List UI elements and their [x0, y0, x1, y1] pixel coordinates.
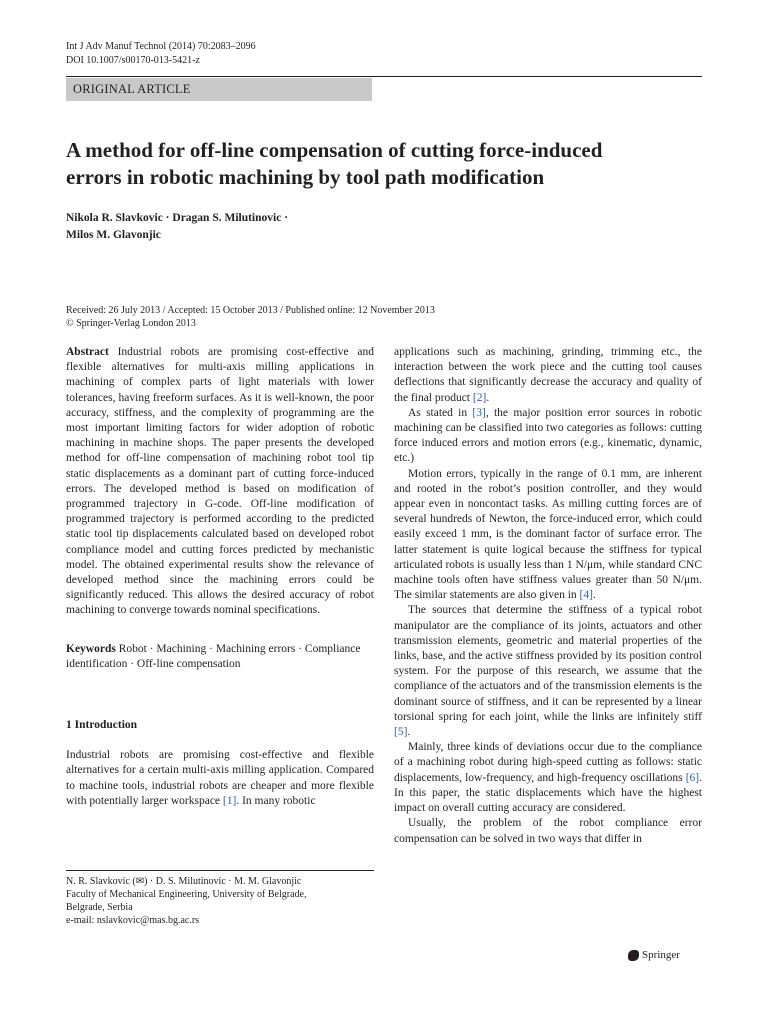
- author-affiliation: [66, 870, 374, 927]
- journal-citation: Int J Adv Manuf Technol (2014) 70:2083–2096: [66, 41, 256, 52]
- header-rule: [66, 76, 702, 77]
- publisher-name: Springer: [642, 949, 680, 961]
- article-type-banner: ORIGINAL ARTICLE: [66, 78, 372, 101]
- citation-link-1[interactable]: [1]: [222, 794, 237, 807]
- publisher-logo: [628, 948, 680, 962]
- abstract-label: Abstract: [66, 346, 109, 358]
- body-paragraph-5: [394, 740, 702, 816]
- abstract: [66, 345, 374, 619]
- body-paragraph-6: Usually, the problem of the robot compliance error compensation can be solved in two ways that differ in: [394, 817, 702, 845]
- copyright-line: © Springer-Verlag London 2013: [66, 318, 196, 329]
- paragraph-text: .: [486, 391, 490, 404]
- affiliation-city: Belgrade, Serbia: [66, 902, 133, 913]
- left-column: [66, 345, 374, 809]
- affiliation-names: N. R. Slavkovic (✉) · D. S. Milutinovic · M. M. Glavonjic: [66, 876, 302, 887]
- keywords-label: Keywords: [66, 642, 116, 655]
- keywords: [66, 642, 374, 672]
- citation-link-4[interactable]: [4]: [579, 589, 593, 602]
- citation-link-6[interactable]: [6]: [685, 771, 700, 784]
- author-list: [66, 210, 466, 244]
- paragraph-text: .: [407, 726, 411, 739]
- paragraph-text: , the major position error sources in robotic machining can be classified into two categories as follows: cutting force induced errors and motion errors (e.g., kinematic, dynamic, etc.): [394, 406, 702, 465]
- paper-title-line-1: A method for off-line compensation of cutting force-induced: [66, 138, 603, 162]
- paragraph-text: applications such as machining, grinding, trimming etc., the interaction between the work piece and the cutting tool causes deflections that significantly decrease the accuracy and quality of the final product: [394, 346, 702, 404]
- springer-horse-icon: [628, 950, 639, 961]
- intro-text: Industrial robots are promising cost-effective and flexible alternatives for a certain multi-axis milling application. Compared to machine tools, industrial robots are cheaper and more flexible with potentially larger workspace: [66, 749, 374, 807]
- journal-header: [66, 40, 256, 68]
- body-paragraph-3: [394, 467, 702, 604]
- author-line-1: Nikola R. Slavkovic · Dragan S. Milutinovic ·: [66, 212, 289, 224]
- publication-history: [66, 304, 435, 330]
- body-paragraph-4: [394, 603, 702, 740]
- abstract-text: Industrial robots are promising cost-effective and flexible alternatives for multi-axis milling applications in machining of complex parts of light materials with lower tolerances, having freeform surfaces. As it is well-known, the poor accuracy, stiffness, and the complexity of programming are the most important limiting factors for wider adoption of robotic machining in machine shops. The paper presents the developed method for off-line compensation of machining robot tool tip static displacements as a dominant part of cutting force-induced errors. The developed method is based on modification of programmed trajectory in G-code. Off-line modification of programmed trajectory is performed according to the predicted static tool tip displacements calculated based on developed robot compliance model and cutting forces predicted by mechanistic model. The obtained experimental results show the relevance of developed method since the machining errors could be significantly reduced. This allows the desired accuracy of robot machining to converge towards nominal specifications.: [66, 346, 374, 617]
- doi: DOI 10.1007/s00170-013-5421-z: [66, 55, 200, 66]
- citation-link-3[interactable]: [3]: [472, 406, 486, 419]
- paragraph-text: . In this paper, the static displacements which have the highest impact on overall cutting accuracy are considered.: [394, 771, 702, 815]
- affiliation-faculty: Faculty of Mechanical Engineering, University of Belgrade,: [66, 889, 307, 900]
- citation-link-5[interactable]: [5]: [394, 726, 408, 739]
- body-paragraph-2: [394, 406, 702, 467]
- intro-text-end: . In many robotic: [236, 794, 316, 807]
- section-heading-introduction: 1 Introduction: [66, 719, 138, 732]
- paper-title-line-2: errors in robotic machining by tool path modification: [66, 165, 545, 189]
- intro-paragraph: [66, 748, 374, 809]
- paragraph-text: Mainly, three kinds of deviations occur due to the compliance of a machining robot during high-speed cutting as follows: static displacements, low-frequency, and high-frequency oscillations: [394, 741, 702, 784]
- paper-title: [66, 137, 686, 191]
- paragraph-text: As stated in: [408, 406, 473, 419]
- paragraph-text: .: [592, 589, 596, 602]
- author-line-2: Milos M. Glavonjic: [66, 229, 161, 241]
- citation-link-2[interactable]: [2]: [472, 391, 487, 404]
- affiliation-email[interactable]: e-mail: nslavkovic@mas.bg.ac.rs: [66, 915, 200, 926]
- right-column: [394, 345, 702, 847]
- paragraph-text: The sources that determine the stiffness of a typical robot manipulator are the compliance of its joints, actuators and other transmission elements, geometric and material properties of the links, base, and the active stiffness provided by its position control system. For the purpose of this research, we assume that the compliance of the actuators and of the transmission elements is the dominant source of stiffness, and it can be represented by a linear torsional spring for each joint, while the links are infinitely stiff: [394, 604, 702, 723]
- paragraph-text: Motion errors, typically in the range of 0.1 mm, are inherent and rooted in the robot’s position controller, and they would appear even in noncontact tasks. As milling cutting forces are of several hundreds of Newton, the force-induced error, which could easily exceed 1 mm, is the dominant factor of surface error. The latter statement is quite logical because the stiffness for typical articulated robots is usually less than 1 N/μm, while standard CNC machine tools often have stiffness values greater than 50 N/μm. The similar statements are also given in: [394, 467, 702, 602]
- keywords-text: Robot · Machining · Machining errors · Compliance identification · Off-line compensation: [66, 642, 361, 670]
- body-paragraph-1: [394, 345, 702, 406]
- history-dates: Received: 26 July 2013 / Accepted: 15 October 2013 / Published online: 12 November 2013: [66, 305, 435, 316]
